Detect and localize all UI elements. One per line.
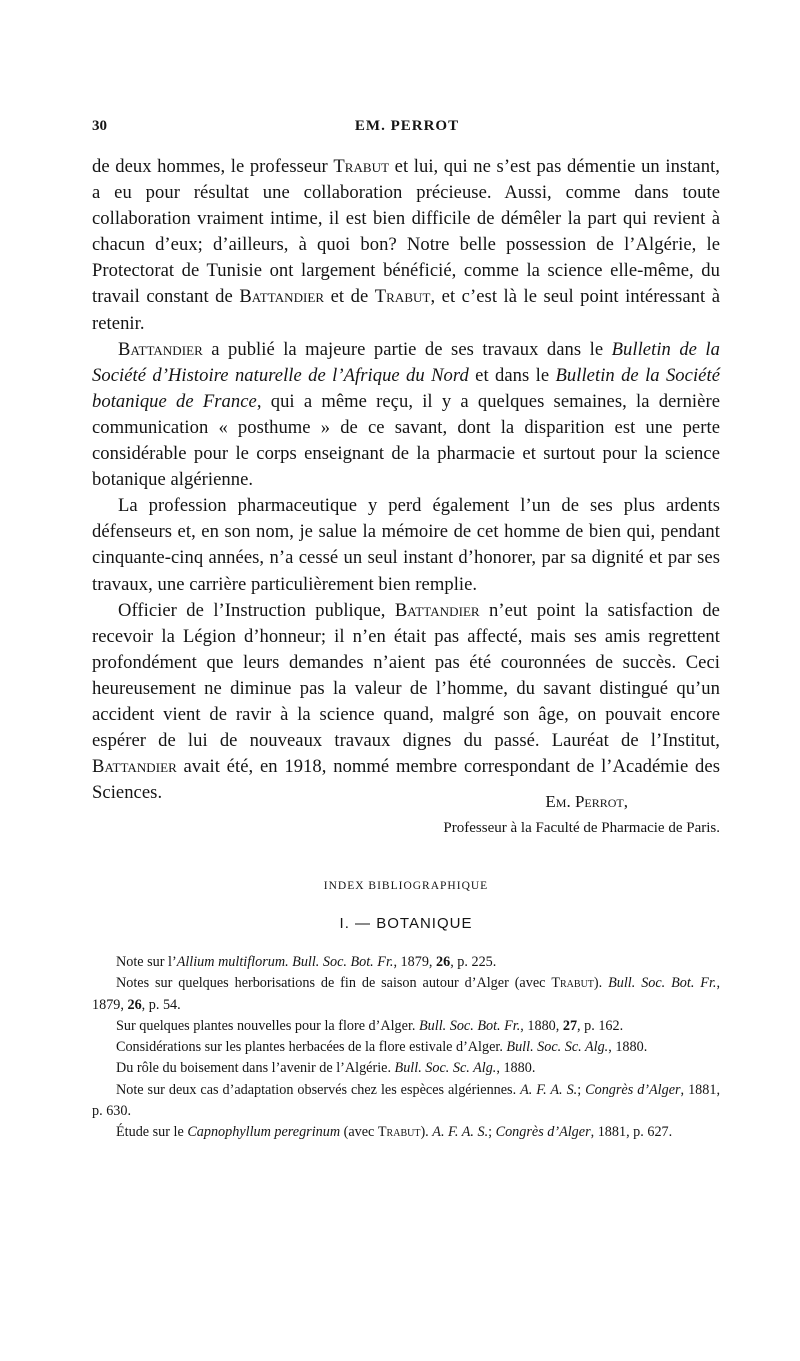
- person-name: Trabut: [377, 1124, 421, 1141]
- text-run: Note sur deux cas d’adaptation observés chez les espèces algériennes.: [116, 1081, 521, 1098]
- text-run: , 1881, p. 627.: [590, 1124, 673, 1141]
- citation-title: Congrès d’Alger: [585, 1081, 681, 1098]
- text-run: (avec: [340, 1124, 378, 1141]
- bibliography-entry: [92, 1058, 720, 1079]
- bibliography-entry: [92, 1016, 720, 1037]
- citation-title: Congrès d’Alger: [495, 1124, 591, 1141]
- citation-title: Bull. Soc. Bot. Fr.: [608, 975, 717, 992]
- citation-title: Allium multiflorum. Bull. Soc. Bot. Fr.: [176, 954, 394, 970]
- text-run: , p. 54.: [141, 996, 181, 1013]
- text-run: Officier de l’Instruction publique,: [118, 599, 395, 621]
- page-header: [92, 118, 722, 140]
- text-run: et lui, qui ne s’est pas démentie un instant, a eu pour résultat une collaboration précieuse. Aussi, comme dans toute collaboration vraiment intime, il est bien difficile de démêler la part qui revient à chacun d’eux; d’ailleurs, à quoi bon? Notre belle possession de l’Algérie, le Protectorat de Tunisie ont largement bénéficié, comme la science elle-même, du travail constant de: [92, 156, 720, 308]
- signature-title: Professeur à la Faculté de Pharmacie de Paris.: [443, 820, 720, 836]
- paragraph-2: [92, 337, 720, 494]
- citation-title: Bull. Soc. Sc. Alg.: [506, 1039, 609, 1056]
- text-run: et de: [324, 286, 375, 308]
- person-name: Battandier: [239, 286, 325, 308]
- text-run: Sur quelques plantes nouvelles pour la flore d’Alger.: [116, 1017, 419, 1034]
- text-run: et dans le: [468, 364, 556, 386]
- bibliography-entry: [92, 1037, 720, 1058]
- person-name: Trabut: [374, 286, 431, 308]
- text-run: Du rôle du boisement dans l’avenir de l’Algérie.: [116, 1060, 395, 1077]
- text-run: , 1879,: [393, 954, 436, 970]
- text-run: Notes sur quelques herborisations de fin de saison autour d’Alger (avec: [116, 975, 552, 992]
- species-name: Capnophyllum peregrinum: [187, 1124, 341, 1141]
- person-name: Battandier: [92, 756, 177, 778]
- text-run: ).: [420, 1124, 433, 1141]
- person-name: Trabut: [333, 156, 390, 177]
- citation-title: A. F. A. S.: [520, 1081, 578, 1098]
- text-run: Note sur l’: [116, 954, 177, 970]
- person-name: Trabut: [551, 975, 594, 992]
- running-head: EM. PERROT: [354, 118, 460, 134]
- volume-number: 26: [436, 954, 451, 970]
- bibliography-entry: [92, 1122, 720, 1143]
- paragraph-4: [92, 598, 720, 807]
- page-number: 30: [92, 118, 107, 134]
- bibliography-entry: [92, 973, 720, 1016]
- journal-title: Bulletin de la Société botanique de France: [92, 364, 720, 412]
- text-run: , 1880.: [608, 1039, 648, 1056]
- volume-number: 26: [127, 996, 142, 1013]
- citation-title: Bull. Soc. Bot. Fr.: [419, 1017, 521, 1034]
- bibliography-entry: [92, 952, 720, 973]
- bibliography-list: [92, 952, 720, 1144]
- text-run: , et c’est là le seul point intéressant à retenir.: [92, 286, 720, 334]
- text-run: a publié la majeure partie de ses travaux dans le: [202, 338, 612, 360]
- text-run: n’eut point la satisfaction de recevoir la Légion d’honneur; il n’en était pas affecté, mais ses amis regrettent profondément que leurs demandes n’aient pas été couronnées de succès. Ceci heureusement ne diminue pas la valeur de l’homme, du savant distingué qu’un accident vient de ravir à la science quand, malgré son âge, on pouvait encore espérer de lui de nouveaux travaux dignes du passé. Lauréat de l’Institut,: [92, 599, 720, 752]
- paragraph-1: [92, 154, 720, 337]
- index-title: INDEX BIBLIOGRAPHIQUE: [323, 880, 489, 892]
- text-run: Considérations sur les plantes herbacées de la flore estivale d’Alger.: [116, 1039, 507, 1056]
- signature-name: Em. Perrot,: [545, 792, 628, 811]
- text-run: ;: [577, 1081, 586, 1098]
- text-run: Étude sur le: [116, 1124, 188, 1141]
- text-run: , 1880,: [520, 1017, 563, 1034]
- paragraph-3: La profession pharmaceutique y perd également l’un de ses plus ardents défenseurs et, en son nom, je salue la mémoire de cet homme de bien qui, pendant cinquante-cinq années, n’a cessé un seul instant d’honorer, par sa dignité et par ses travaux, une carrière particulièrement bien remplie.: [92, 495, 720, 595]
- text-run: , qui a même reçu, il y a quelques semaines, la dernière communication « posthume » de ce savant, dont la disparition est une perte considérable pour le corps enseignant de la pharmacie et surtout pour la science botanique algérienne.: [92, 390, 720, 491]
- section-title: I. — BOTANIQUE: [339, 915, 473, 932]
- bibliography-entry: [92, 1080, 720, 1123]
- text-run: , p. 225.: [450, 954, 497, 970]
- volume-number: 27: [562, 1017, 578, 1034]
- journal-title: Bulletin de la Société d’Histoire naturelle de l’Afrique du Nord: [92, 338, 720, 386]
- text-run: avait été, en 1918, nommé membre correspondant de l’Académie des Sciences.: [92, 756, 720, 804]
- text-run: de deux hommes, le professeur: [92, 156, 334, 177]
- text-run: , p. 162.: [577, 1017, 624, 1034]
- text-run: ).: [593, 975, 609, 992]
- body-text: [92, 154, 720, 806]
- citation-title: A. F. A. S.: [432, 1124, 489, 1141]
- person-name: Battandier: [118, 338, 203, 360]
- citation-title: Bull. Soc. Sc. Alg.: [394, 1060, 497, 1077]
- text-run: , 1880.: [496, 1060, 536, 1077]
- text-run: , 1879,: [92, 975, 720, 1013]
- person-name: Battandier: [394, 599, 480, 621]
- text-run: , 1881, p. 630.: [92, 1081, 720, 1120]
- text-run: ;: [488, 1124, 496, 1141]
